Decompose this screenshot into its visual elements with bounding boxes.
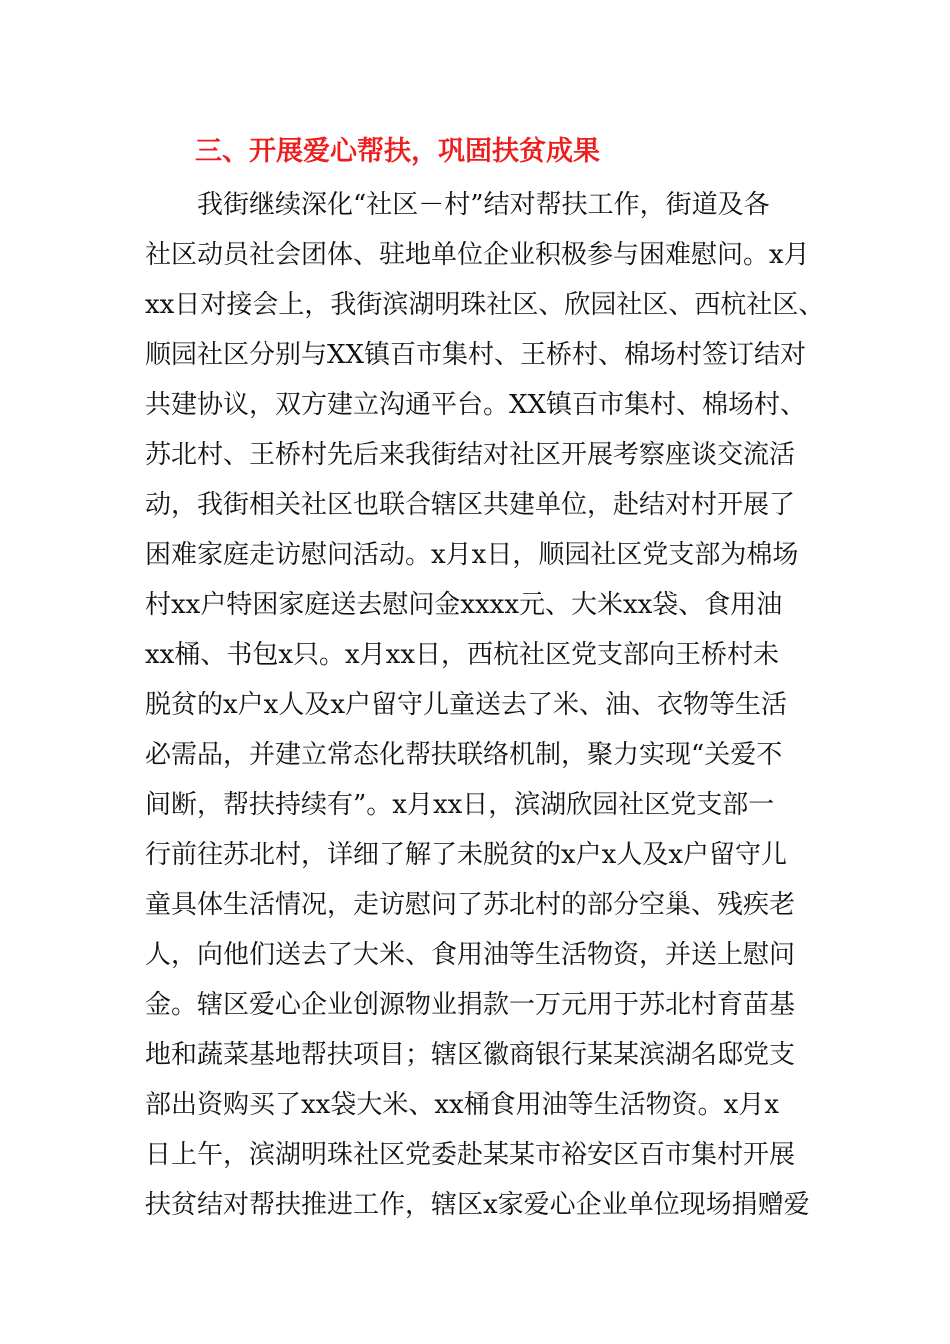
- text-line: xx桶、书包x只。x月xx日，西杭社区党支部向王桥村未: [145, 640, 779, 670]
- text-line: 我街继续深化“社区－村”结对帮扶工作，街道及各: [197, 190, 770, 220]
- text-line: 苏北村、王桥村先后来我街结对社区开展考察座谈交流活: [145, 440, 796, 470]
- text-line: 困难家庭走访慰问活动。x月x日，顺园社区党支部为棉场: [145, 540, 799, 570]
- text-line: 顺园社区分别与XX镇百市集村、王桥村、棉场村签订结对: [145, 340, 807, 370]
- text-line: 村xx户特困家庭送去慰问金xxxx元、大米xx袋、食用油: [145, 590, 783, 620]
- text-line: 必需品，并建立常态化帮扶联络机制，聚力实现“关爱不: [145, 740, 783, 770]
- section-heading: 三、开展爱心帮扶，巩固扶贫成果: [195, 136, 600, 167]
- text-line: 部出资购买了xx袋大米、xx桶食用油等生活物资。x月x: [145, 1090, 779, 1120]
- text-line: 脱贫的x户x人及x户留守儿童送去了米、油、衣物等生活: [145, 690, 787, 720]
- text-line: 金。辖区爱心企业创源物业捐款一万元用于苏北村育苗基: [145, 990, 796, 1020]
- text-line: xx日对接会上，我街滨湖明珠社区、欣园社区、西杭社区、: [145, 290, 825, 320]
- text-line: 日上午，滨湖明珠社区党委赴某某市裕安区百市集村开展: [145, 1140, 796, 1170]
- text-line: 行前往苏北村，详细了解了未脱贫的x户x人及x户留守儿: [145, 840, 787, 870]
- text-line: 扶贫结对帮扶推进工作，辖区x家爱心企业单位现场捐赠爱: [145, 1190, 810, 1220]
- text-line: 动，我街相关社区也联合辖区共建单位，赴结对村开展了: [145, 490, 796, 520]
- text-line: 间断，帮扶持续有”。x月xx日，滨湖欣园社区党支部一: [145, 790, 775, 820]
- text-line: 人，向他们送去了大米、食用油等生活物资，并送上慰问: [145, 940, 796, 970]
- text-line: 地和蔬菜基地帮扶项目；辖区徽商银行某某滨湖名邸党支: [145, 1040, 796, 1070]
- text-line: 社区动员社会团体、驻地单位企业积极参与困难慰问。x月: [145, 240, 810, 270]
- text-line: 共建协议，双方建立沟通平台。XX镇百市集村、棉场村、: [145, 390, 807, 420]
- text-line: 童具体生活情况，走访慰问了苏北村的部分空巢、残疾老: [145, 890, 796, 920]
